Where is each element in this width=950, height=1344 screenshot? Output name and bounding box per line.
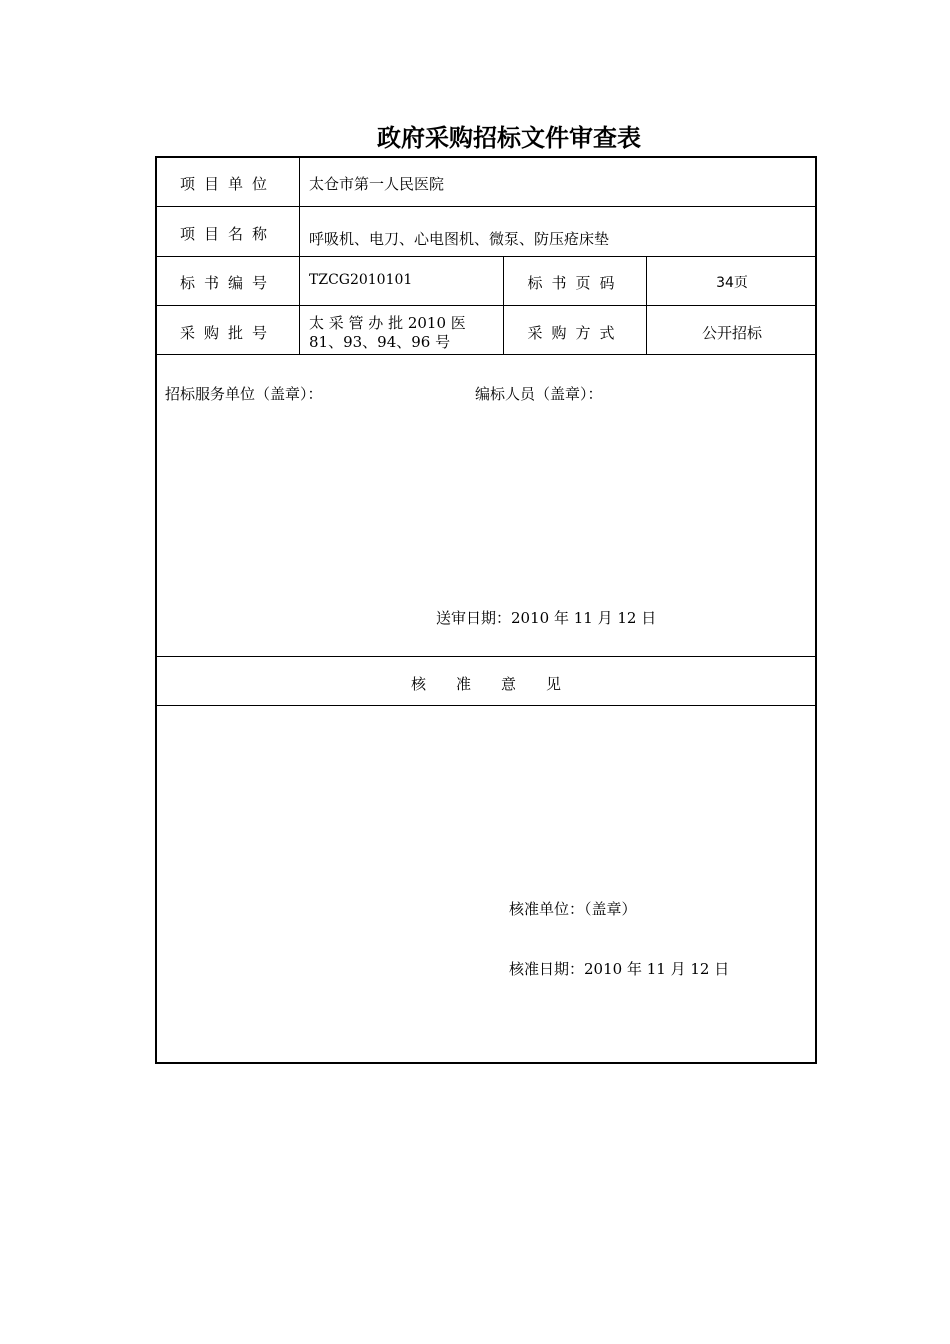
column-divider [503, 256, 504, 354]
project-name-value: 呼吸机、电刀、心电图机、微泵、防压疮床垫 [309, 230, 610, 248]
row-divider [155, 656, 817, 657]
tender-no-label: 标书编号 [179, 274, 276, 292]
purchase-method-label: 采购方式 [527, 324, 624, 342]
submit-date: 送审日期：2010 年 11 月 12 日 [436, 609, 657, 627]
purchase-method-value: 公开招标 [701, 324, 762, 342]
row-divider [155, 206, 817, 207]
tender-no-value: TZCG2010101 [309, 272, 413, 288]
row-divider [155, 705, 817, 706]
service-unit-label: 招标服务单位（盖章）： [165, 385, 323, 403]
row-divider [155, 256, 817, 257]
approval-opinion-heading: 核 准 意 见 [410, 675, 561, 693]
project-name-label: 项目名称 [179, 225, 276, 243]
compiler-label: 编标人员（盖章）： [475, 385, 603, 403]
project-unit-value: 太仓市第一人民医院 [309, 175, 445, 193]
row-divider [155, 305, 817, 306]
approval-date: 核准日期：2010 年 11 月 12 日 [509, 960, 730, 978]
form-title: 政府采购招标文件审查表 [377, 124, 641, 152]
tender-pages-label: 标书页码 [527, 274, 624, 292]
row-divider [155, 354, 817, 355]
column-divider [299, 156, 300, 354]
purchase-approval-label: 采购批号 [179, 324, 276, 342]
purchase-approval-line1: 太 采 管 办 批 2010 医 [309, 314, 466, 332]
approval-unit: 核准单位：（盖章） [509, 900, 637, 918]
purchase-approval-line2: 81、93、94、96 号 [309, 333, 451, 351]
tender-pages-value: 34页 [716, 275, 748, 291]
project-unit-label: 项目单位 [179, 175, 276, 193]
column-divider [646, 256, 647, 354]
